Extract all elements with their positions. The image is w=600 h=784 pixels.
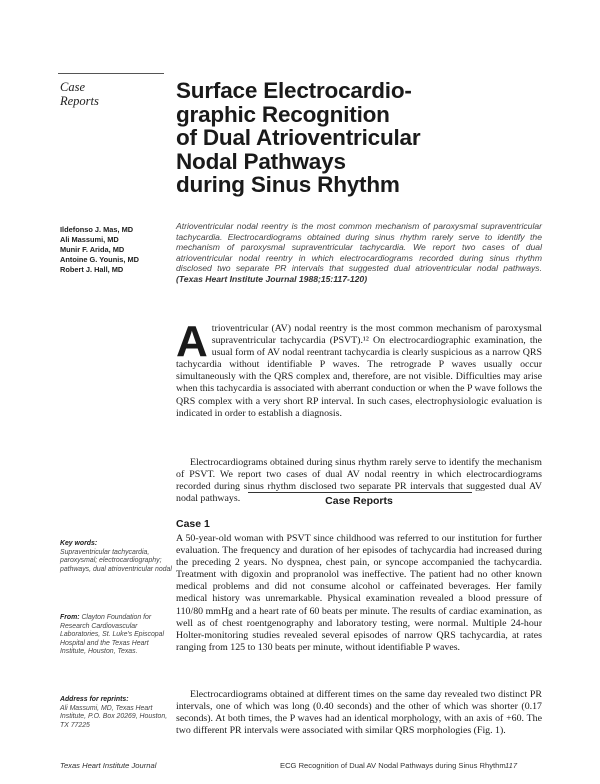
author-name: Ildefonso J. Mas, MD xyxy=(60,225,134,234)
header-rule xyxy=(58,73,164,74)
author-name: Ali Massumi, MD xyxy=(60,235,119,244)
case-1-paragraph-1: A 50-year-old woman with PSVT since childhood was referred to our institution for further evaluation. The frequency and duration of her episodes of tachycardia had increased during the preceding 2 years. No dyspnea, chest pain, or syncope accompanied the tachycardia. Treatment with digoxin and propranolol was ineffective. The patient had no other known medical problems and did not consume alcohol or caffeinated beverages. Her family medical history was unremarkable. Physical examination revealed a blood pressure of 110/80 mmHg and a heart rate of 60 beats per minute. The results of cardiac examination, as well as of chest roentgenography and laboratory testing, were normal. Multiple 24-hour Holter-monitoring studies revealed several episodes of narrow QRS tachycardia, at rates ranging from 125 to 130 beats per minute, without identifiable P waves. xyxy=(176,533,542,653)
footer-journal-name: Texas Heart Institute Journal xyxy=(60,761,157,770)
abstract-citation: (Texas Heart Institute Journal 1988;15:117-120) xyxy=(176,273,368,284)
keywords-text: Supraventricular tachycardia, paroxysmal; electrocardiography; pathways, dual atrioventricular nodal xyxy=(60,548,172,573)
author-name: Antoine G. Younis, MD xyxy=(60,255,139,264)
reprint-address-note xyxy=(60,696,172,730)
case-1-heading: Case 1 xyxy=(176,518,210,530)
title-line: during Sinus Rhythm xyxy=(176,172,400,197)
abstract-text: Atrioventricular nodal reentry is the most common mechanism of paroxysmal supraventricular tachycardia. Electrocardiograms obtained during sinus rhythm rarely serve to identify the mechanism of paroxysmal supraventricular tachycardia. We report two cases of dual atrioventricular nodal reentry in which electrocardiograms recorded during sinus rhythm disclosed two separate PR intervals that suggested dual atrioventricular nodal pathways. xyxy=(176,221,542,274)
affiliation-text: Clayton Foundation for Research Cardiovascular Laboratories, St. Luke's Episcopal Hospital and the Texas Heart Institute, Houston, Texas. xyxy=(60,614,164,656)
footer-running-title: ECG Recognition of Dual AV Nodal Pathways during Sinus Rhythm xyxy=(280,761,506,770)
case-1-paragraph-2: Electrocardiograms obtained at different times on the same day revealed two distinct PR intervals, one of which was long (0.40 seconds) and the other of which was shorter (0.17 seconds). At both times, the P waves had an identical morphology, with an axis of +60. The two different PR intervals were associated with similar QRS morphologies (Fig. 1). xyxy=(176,689,542,737)
footer-page-number: 117 xyxy=(505,761,518,770)
keywords-label: Key words: xyxy=(60,540,98,547)
title-line: Nodal Pathways xyxy=(176,148,346,174)
intro-paragraph-2: Electrocardiograms obtained during sinus rhythm rarely serve to identify the mechanism of PSVT. We report two cases of dual AV nodal reentry in which electrocardiograms recorded during sinus rhythm disclosed two separate PR intervals that suggested dual AV nodal pathways. xyxy=(176,457,542,505)
affiliation-note xyxy=(60,614,172,657)
case-reports-heading: Case Reports xyxy=(325,495,393,507)
drop-cap: A xyxy=(176,317,208,366)
reprint-address-text: Ali Massumi, MD, Texas Heart Institute, P.O. Box 20269, Houston, TX 77225 xyxy=(60,704,168,729)
title-line: Surface Electrocardio- xyxy=(176,78,412,103)
author-name: Munir F. Arida, MD xyxy=(60,245,125,254)
section-label-line-1: Case xyxy=(60,80,85,94)
keywords-note xyxy=(60,540,172,574)
section-label xyxy=(60,80,99,108)
title-line: of Dual Atrioventricular xyxy=(176,125,421,150)
article-title xyxy=(176,79,556,197)
affiliation-label: From: xyxy=(60,614,80,621)
title-line: graphic Recognition xyxy=(176,101,390,127)
author-name: Robert J. Hall, MD xyxy=(60,265,124,274)
intro-paragraph-1-text: trioventricular (AV) nodal reentry is the most common mechanism of paroxysmal supraventricular tachycardia (PSVT).¹² On electrocardiographic examination, the usual form of AV nodal reentrant tachycardia is clearly suspicious as a narrow QRS tachycardia without identifiable P waves. The retrograde P waves usually occur simultaneously with the QRS complex and, therefore, are not visible. Difficulties may arise when this tachycardia is associated with aberrant conduction or when the P wave follows the QRS complex with a very short RP interval. In such cases, electrophysiologic evaluation is indicated in order to establish a diagnosis. xyxy=(176,323,542,419)
reprint-address-label: Address for reprints: xyxy=(60,696,129,703)
section-label-line-2: Reports xyxy=(60,94,99,108)
abstract xyxy=(176,221,542,285)
author-list xyxy=(60,225,180,275)
intro-paragraph-1 xyxy=(176,317,542,420)
